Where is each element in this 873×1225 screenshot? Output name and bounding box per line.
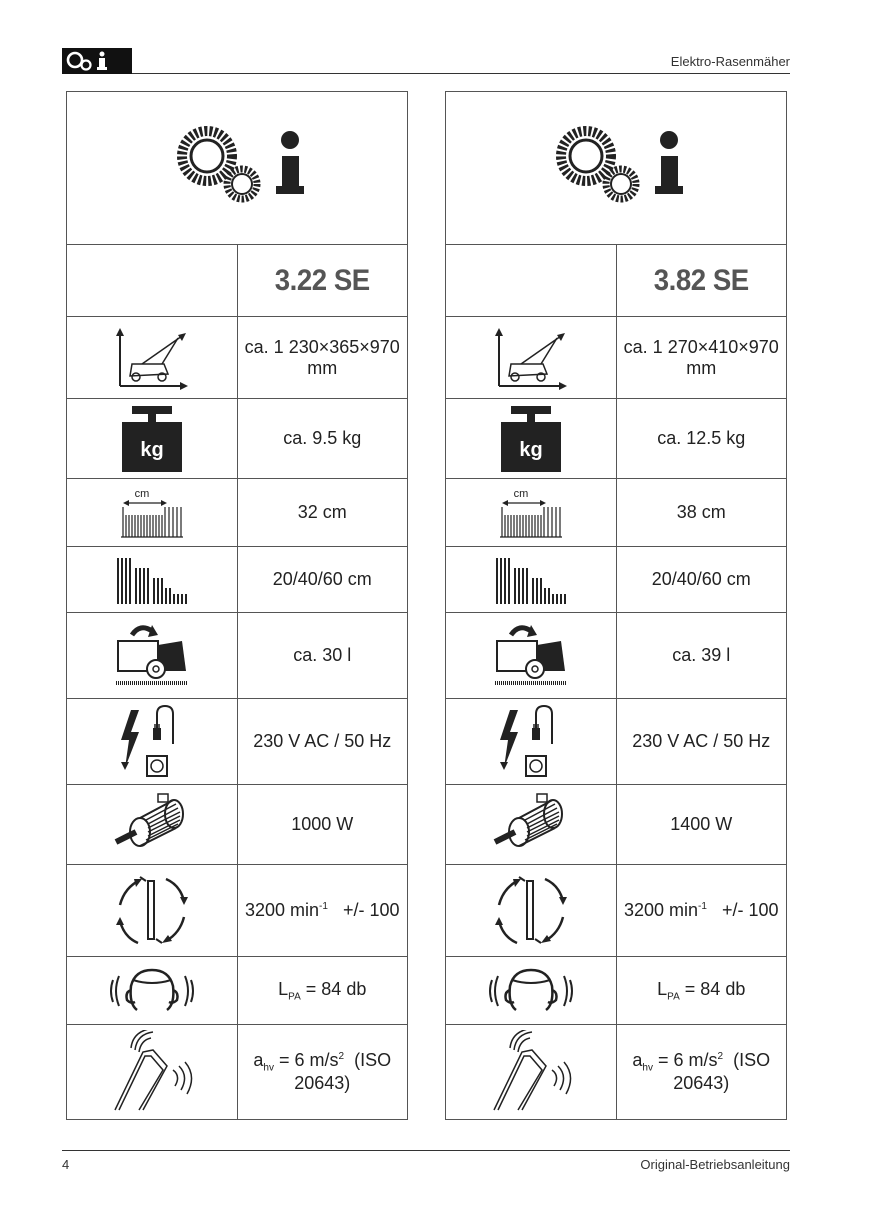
cutting-height-value: 20/40/60 cm	[237, 547, 408, 613]
noise-symbol: L	[657, 978, 668, 999]
speed-tolerance: +/- 100	[721, 900, 779, 920]
speed-exponent: -1	[319, 901, 328, 912]
footer-rule	[62, 1150, 790, 1151]
vibration-norm: (ISO 20643)	[294, 1049, 392, 1094]
cutting-width-icon	[67, 479, 238, 547]
dimensions-value: ca. 1 230×365×970 mm	[237, 317, 408, 399]
vibration-subscript: hv	[642, 1062, 653, 1074]
cutting-height-icon	[446, 547, 617, 613]
vibration-icon	[446, 1025, 617, 1120]
width-unit-label: cm	[134, 487, 150, 500]
voltage-value: 230 V AC / 50 Hz	[616, 699, 787, 785]
page-header	[62, 48, 790, 75]
dimensions-icon	[446, 317, 617, 399]
noise-subscript: PA	[288, 991, 301, 1003]
vibration-number: = 6 m/s	[278, 1049, 339, 1070]
grass-bag-icon	[67, 613, 238, 699]
blade-speed-icon	[67, 865, 238, 957]
vibration-symbol: a	[253, 1049, 264, 1070]
weight-value: ca. 12.5 kg	[616, 399, 787, 479]
document-title: Original-Betriebsanleitung	[640, 1157, 790, 1172]
vibration-value	[616, 1025, 787, 1120]
motor-icon	[67, 785, 238, 865]
vibration-icon	[67, 1025, 238, 1120]
vibration-norm: (ISO 20643)	[673, 1049, 771, 1094]
model-name: 3.82 SE	[623, 245, 780, 317]
vibration-exponent: 2	[717, 1050, 724, 1062]
cutting-width-value: 38 cm	[616, 479, 787, 547]
cutting-width-icon	[446, 479, 617, 547]
gears-info-heading-icon	[67, 92, 408, 245]
section-title: Elektro-Rasenmäher	[670, 54, 790, 69]
power-supply-icon	[67, 699, 238, 785]
gears-info-heading-icon	[446, 92, 787, 245]
power-supply-icon	[446, 699, 617, 785]
cutting-height-icon	[67, 547, 238, 613]
page-number: 4	[62, 1157, 70, 1172]
blade-speed-value	[616, 865, 787, 957]
speed-exponent: -1	[698, 901, 707, 912]
weight-unit-label: kg	[519, 438, 543, 461]
voltage-value: 230 V AC / 50 Hz	[237, 699, 408, 785]
gears-info-icon	[62, 48, 132, 74]
vibration-exponent: 2	[338, 1050, 345, 1062]
cutting-height-value: 20/40/60 cm	[616, 547, 787, 613]
empty-icon-cell	[446, 245, 617, 317]
noise-number: = 84 db	[684, 978, 746, 999]
vibration-value	[237, 1025, 408, 1120]
speed-number: 3200 min	[244, 900, 320, 920]
noise-subscript: PA	[667, 991, 680, 1003]
header-rule	[132, 73, 790, 74]
power-value: 1000 W	[237, 785, 408, 865]
vibration-symbol: a	[632, 1049, 643, 1070]
grass-bag-value: ca. 30 l	[237, 613, 408, 699]
blade-speed-icon	[446, 865, 617, 957]
noise-level-icon	[67, 957, 238, 1025]
grass-bag-value: ca. 39 l	[616, 613, 787, 699]
dimensions-icon	[67, 317, 238, 399]
speed-number: 3200 min	[623, 900, 699, 920]
weight-value: ca. 9.5 kg	[237, 399, 408, 479]
width-unit-label: cm	[513, 487, 529, 500]
noise-level-value	[237, 957, 408, 1025]
noise-symbol: L	[278, 978, 289, 999]
power-value: 1400 W	[616, 785, 787, 865]
weight-unit-label: kg	[140, 438, 164, 461]
speed-tolerance: +/- 100	[342, 900, 400, 920]
weight-icon	[446, 399, 617, 479]
motor-icon	[446, 785, 617, 865]
vibration-number: = 6 m/s	[657, 1049, 718, 1070]
spec-table-model-2	[445, 91, 787, 1120]
grass-bag-icon	[446, 613, 617, 699]
noise-number: = 84 db	[305, 978, 367, 999]
page-footer	[62, 1150, 790, 1174]
dimensions-value: ca. 1 270×410×970 mm	[616, 317, 787, 399]
blade-speed-value	[237, 865, 408, 957]
vibration-subscript: hv	[263, 1062, 274, 1074]
weight-icon	[67, 399, 238, 479]
model-name: 3.22 SE	[244, 245, 401, 317]
noise-level-icon	[446, 957, 617, 1025]
empty-icon-cell	[67, 245, 238, 317]
spec-table-model-1	[66, 91, 408, 1120]
cutting-width-value: 32 cm	[237, 479, 408, 547]
noise-level-value	[616, 957, 787, 1025]
